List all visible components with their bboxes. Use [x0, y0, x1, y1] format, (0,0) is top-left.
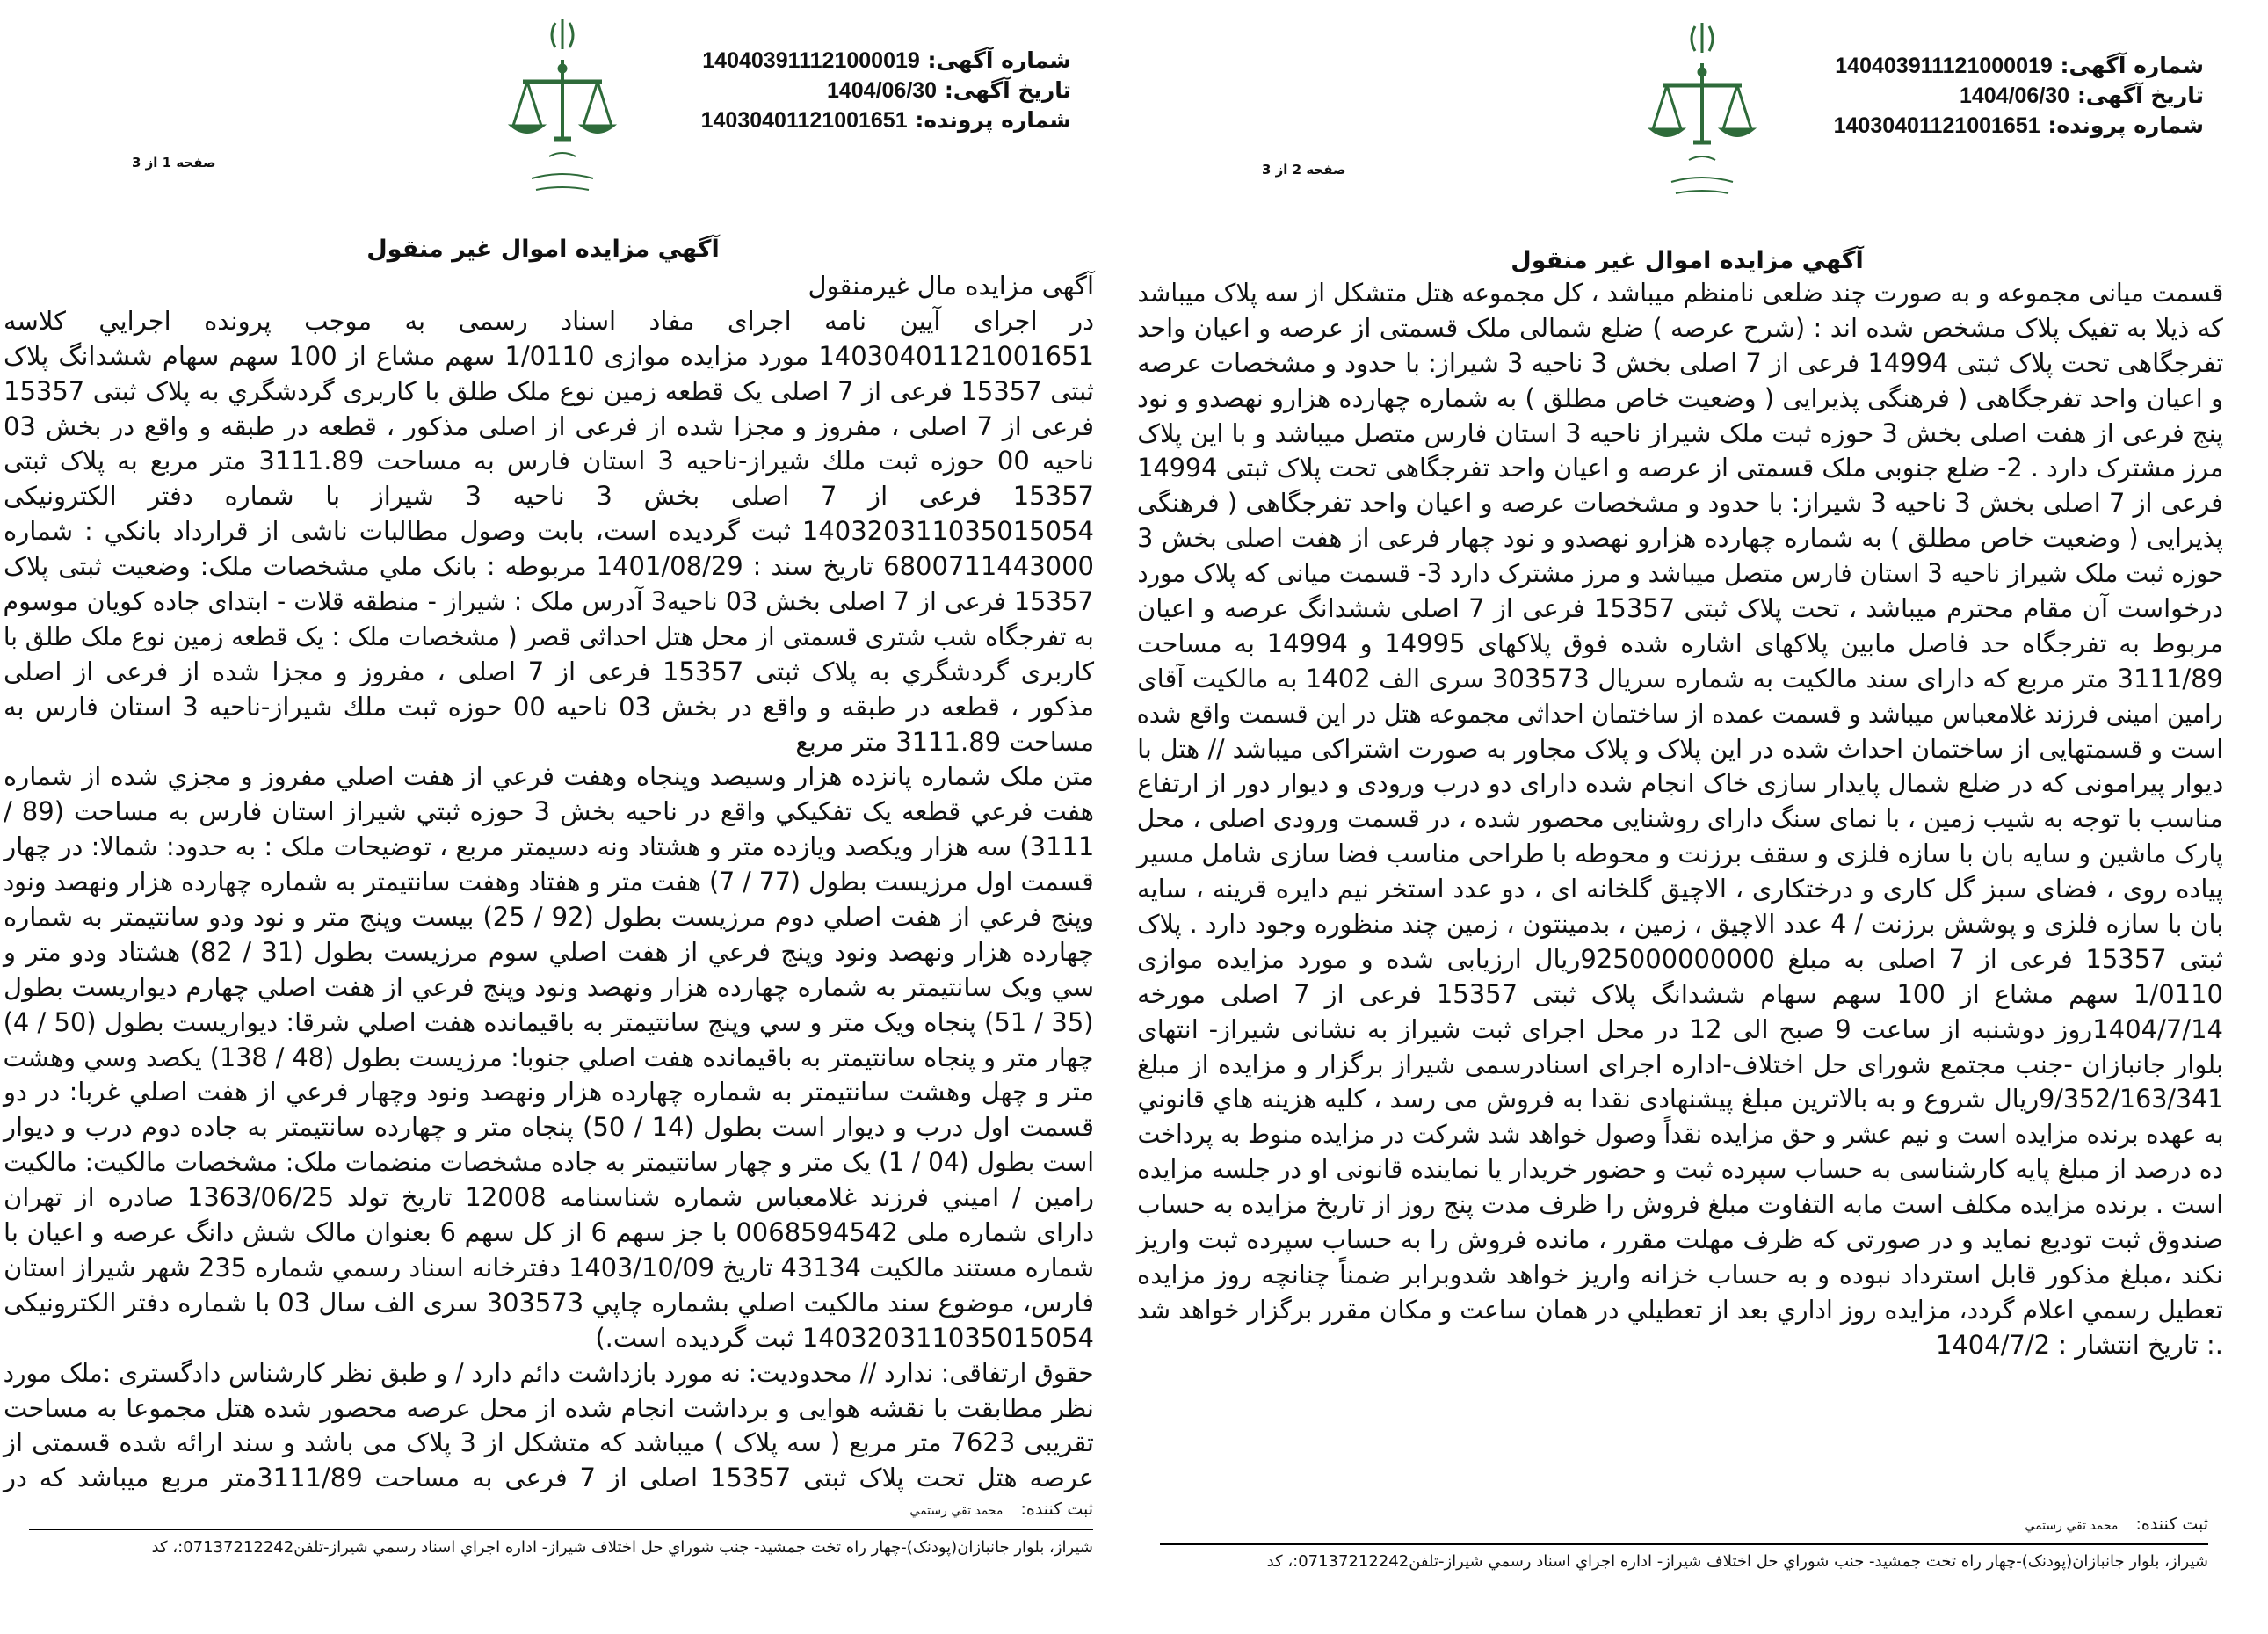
text-line [1137, 1187, 2223, 1223]
text-line [1137, 1223, 2223, 1258]
page-title: آگهي مزایده اموال غیر منقول [1511, 247, 1864, 274]
text-line-content: 14030401121001651 مورد مزایده موازی 1/0110 سهم مشاع از 100 سهم سهام ششدانگ پلاک [4, 340, 1094, 371]
ad-number [1834, 51, 2204, 81]
notice-body [4, 269, 1094, 1496]
text-line [4, 304, 1094, 339]
text-line-content: هفت فرعي قطعه یک تفکیکي واقع در ناحیه بخش 3 حوزه ثبتي شیراز استان فارس به مساحت (89 / [4, 796, 1094, 827]
text-line-content: ناحیه 00 حوزه ثبت ملك شیراز-ناحیه 3 استان فارس به مساحت 3111.89 متر مربع به پلاک ثبتی [4, 446, 1094, 476]
text-line [4, 1041, 1094, 1076]
text-line-content: متر و چهل وهشت سانتیمتر به شماره چهارده هزار ونهصد ونود وچهار فرعي از هفت اصلي غربا: در دو [4, 1077, 1094, 1107]
text-line-content: 9/352/163/341ریال شروع و به بالاترین مبلغ پیشنهادی نقدا به فروش می رسد ، کلیه هزینه هاي قانوني [1137, 1084, 2223, 1115]
text-line [4, 1075, 1094, 1110]
text-line [4, 1286, 1094, 1321]
text-line-content: رامین امینی فرزند غلامعباس میباشد و قسمت عمده از ساختمان احداثی مجموعه هتل در این قسمت واقع شده [1137, 698, 2223, 729]
footer-divider [1160, 1543, 2208, 1545]
text-line-content: نظر مطابقت با نقشه هوایی و برداشت انجام شده از محل عرصه محصور شده هتل مجموعا به مساحت [4, 1392, 1094, 1423]
text-line [4, 1216, 1094, 1251]
text-line [4, 514, 1094, 549]
text-line-content: تعطیل رسمي اعلام گردد، مزایده روز اداري بعد از تعطیلي در همان ساعت و مکان مقرر برگزار خواهد شد [1137, 1294, 2223, 1325]
text-line-content: صندوق ثبت تودیع نماید و در صورتی که ظرف مهلت مقرر ، مانده فروش را به حساب سپرده ثبت واریز [1137, 1224, 2223, 1255]
text-line-content: 140320311035015054 ثبت گردیده است.) [595, 1322, 1094, 1353]
text-line [1137, 627, 2223, 662]
text-line [4, 1180, 1094, 1216]
text-line-content: 6800711443000 تاریخ سند : 1401/08/29 مربوطه : بانک ملي مشخصات ملک: وضعیت ثبتی پلاک [4, 551, 1094, 582]
text-line-content: چهار متر و پنجاه سانتیمتر به باقیمانده هفت اصلي جنوبا: مرزیست بطول (48 / 138) یکصد وسي وهشت [4, 1042, 1095, 1072]
text-line [1137, 556, 2223, 592]
page-number: صفحه 1 از 3 [132, 155, 216, 171]
text-line [1137, 662, 2223, 697]
text-line [4, 549, 1094, 585]
text-line [1137, 977, 2223, 1013]
text-line-content: حقوق ارتفاقی: ندارد // محدودیت: نه مورد بازداشت دائم دارد / و طبق نظر کارشناس دادگستری :ملک مورد [4, 1357, 1094, 1388]
text-line-content: فارس، موضوع سند مالکیت اصلي بشماره چاپي 303573 سری الف سال 03 با شماره دفتر الکترونیکی [4, 1287, 1094, 1318]
text-line-content: دیوار پیرامونی که در ضلع شمال پایدار سازی خاک انجام شده دارای دو درب ورودی و دیوار دور از ارتفاع [1137, 768, 2223, 799]
text-line [4, 830, 1094, 865]
text-line-content: است و قسمتهایی از ساختمان احداث شده در این پلاک و پلاک مجاور به صورت اشتراکی میباشد // هتل با [1137, 733, 2223, 764]
text-line-content: 1/0110 سهم مشاع از 100 سهم سهام ششدانگ پلاک ثبتی 15357 فرعی از 7 اصلی مورخه [1137, 978, 2223, 1009]
case-number-value: 14030401121001651 [700, 108, 908, 133]
footer-divider [29, 1529, 1093, 1530]
text-line-content: 15357 فرعی از 7 اصلی بخش 3 ناحیه 3 شیراز با شماره دفتر الکترونیکی [4, 481, 1094, 512]
text-line [1137, 346, 2223, 381]
text-line-content: مساحت 3111.89 متر مربع [795, 726, 1094, 757]
text-line [4, 1006, 1094, 1041]
text-line-content: پیاده روی ، فضای سبز گل کاری و درختکاری ، الاچیق گلخانه ای ، دو عدد استخر نیم دایره قرینه ، سایه [1137, 874, 2223, 904]
ad-number-value: 140403911121000019 [702, 48, 920, 73]
text-line [1137, 311, 2223, 346]
registrar-name: محمد تقي رستمي [2025, 1519, 2119, 1533]
text-line [4, 410, 1094, 445]
text-line-content: مناسب با توجه به شیب زمین ، با نمای سنگ دارای روشنایی محصور شده ، در قسمت ورودی اصلی ، محل [1137, 803, 2223, 834]
text-line-content: عرصه هتل تحت پلاک ثبتی 15357 اصلی از 7 فرعی به مساحت 3111/89متر مربع میباشد که در [4, 1463, 1094, 1493]
ad-number [701, 46, 1071, 76]
text-line [4, 339, 1094, 374]
text-line [1137, 1152, 2223, 1187]
text-line [1137, 1082, 2223, 1117]
text-line-content: قسمت اول درب و دیوار است بطول (14 / 50) پنجاه متر و چهارده سانتیمتر به جاده دوم درب و دیوار [4, 1112, 1094, 1143]
text-line [4, 935, 1094, 970]
text-line [1137, 872, 2223, 907]
text-line-content: 15357 فرعی از 7 اصلی بخش 03 ناحیه3 آدرس ملک : شیراز - منطقه قلات - ابتدای جاده کویان موسوم [4, 586, 1094, 617]
text-line [1137, 592, 2223, 627]
text-line-content: به عهده برنده مزایده است و نیم عشر و حق مزایده نقداً وصول خواهد شد شرکت در مزایده منوط به پرداخت [1137, 1119, 2223, 1150]
text-line-content: قسمت اول مرزیست بطول (77 / 7) هفت متر و هفتاد وهفت سانتیمتر به شماره چهارده هزار ونهصد ونود [4, 867, 1094, 897]
text-line-content: مرز مشترک دارد . 2- ضلع جنوبی ملک قسمتی از عرصه و اعیان واحد تفرجگاهی تحت پلاک ثبتی 14994 [1137, 453, 2223, 483]
text-line [4, 1251, 1094, 1286]
text-line [4, 585, 1094, 620]
text-line-content: سي ویک سانتیمتر به شماره چهارده هزار ونهصد ونود وپنج فرعي از هفت اصلي چهارم دیواریست بطول [4, 971, 1094, 1002]
text-line-content: پنج فرعی از هفت اصلی بخش 3 حوزه ثبت ملک شیراز ناحیه 3 استان فارس متصل میباشد و با این پلاک [1137, 418, 2223, 448]
registrar-label: ثبت کننده: [1020, 1500, 1093, 1519]
text-line-content: تفرجگاهی تحت پلاک ثبتی 14994 فرعی از 7 اصلی بخش 3 ناحیه 3 شیراز: با حدود و مشخصات عرصه [1137, 347, 2223, 378]
text-line [4, 1461, 1094, 1496]
text-line [1137, 732, 2223, 767]
text-line [4, 690, 1094, 725]
text-line [1137, 697, 2223, 732]
text-line-content: مربوط به تفرجگاه حد فاصل مابین پلاکهای اشاره شده فوق پلاکهای 14995 و 14994 به مساحت [1137, 628, 2223, 658]
text-line [4, 620, 1094, 655]
case-number-label: شماره پرونده: [2047, 113, 2204, 138]
text-line [1137, 521, 2223, 556]
text-line-content: کاربری گردشگري به پلاک ثبتی 15357 فرعی از 7 اصلی ، مفروز و مجزا شده از فرعی از اصلی [4, 656, 1094, 686]
text-line [4, 725, 1094, 760]
ad-date-value: 1404/06/30 [826, 78, 938, 103]
registrar-label: ثبت کننده: [2135, 1514, 2208, 1534]
text-line [1137, 907, 2223, 942]
text-line [4, 1426, 1094, 1461]
ad-date-label: تاریخ آگهی: [944, 77, 1071, 103]
text-line [4, 1321, 1094, 1356]
text-line-content: تقریبی 7623 متر مربع ( سه پلاک ) میباشد که متشکل از 3 پلاک می باشد و سند ارائه شده قسمتی از [4, 1427, 1094, 1458]
text-line-content: رامین / اميني فرزند غلامعباس شماره شناسنامه 12008 تاریخ تولد 1363/06/25 صادره از تهران [3, 1182, 1094, 1213]
text-line [1137, 942, 2223, 977]
notice-body [1137, 276, 2223, 1363]
text-line [1137, 802, 2223, 837]
text-line [4, 1145, 1094, 1180]
text-line-content: پذیرایی ( وضعیت خاص مطلق ) به شماره چهارده هزارو نهصدو و نود چهار فرعی از هفت اصلی بخش 3 [1137, 523, 2223, 554]
text-line [4, 655, 1094, 690]
text-line-content: قسمت میانی مجموعه و به صورت چند ضلعی نامنظم میباشد ، کل مجموعه هتل متشکل از سه پلاک میباشد [1137, 278, 2223, 308]
text-line [4, 374, 1094, 410]
text-line-content: دارای شماره ملی 0068594542 با جز سهم 6 از کل سهم 6 بعنوان مالک شش دانگ عرصه و اعیان با [3, 1217, 1094, 1248]
text-line-content: در اجرای آیین نامه اجرای مفاد اسناد رسمی به موجب پرونده اجرايي کلاسه [4, 305, 1094, 336]
text-line [1137, 837, 2223, 872]
text-line [4, 269, 1094, 304]
text-line [1137, 486, 2223, 521]
text-line-content: .: تاریخ انتشار : 1404/7/2 [1935, 1329, 2223, 1360]
text-line-content: آگهی مزایده مال غیرمنقول [808, 271, 1094, 301]
registrar [2025, 1514, 2208, 1534]
text-line-content: فرعی از 7 اصلی بخش 3 ناحیه 3 شیراز: با حدود و مشخصات عرصه و اعیان واحد تفرجگاهی ( فرهنگی [1137, 488, 2223, 519]
text-line-content: چهارده هزار ونهصد ونود وپنج فرعي از هفت اصلي سوم مرزیست بطول (31 / 82) هشتاد ودو متر و [4, 936, 1094, 967]
text-line-content: است بطول (04 / 1) یک متر و چهار سانتیمتر به جاده مشخصات منضمات ملک: مشخصات مالکیت: مالکیت [4, 1147, 1094, 1178]
page-number: صفحه 2 از 3 [1262, 162, 1346, 178]
text-line [1137, 1258, 2223, 1293]
text-line [1137, 766, 2223, 802]
text-line-content: مذکور ، قطعه در طبقه و واقع در بخش 03 ناحیه 00 حوزه ثبت ملك شیراز-ناحیه 3 استان فارس به [4, 691, 1094, 722]
text-line-content: ثبتی 15357 فرعی از 7 اصلی یک قطعه زمین نوع ملک طلق با کاربری گردشگري به پلاک ثبتی 15357 [4, 375, 1094, 406]
text-line [1137, 417, 2223, 452]
case-number-value: 14030401121001651 [1833, 113, 2040, 138]
ad-number-value: 140403911121000019 [1835, 54, 2053, 78]
text-line-content: 3111) سه هزار ویکصد ویازده متر و هشتاد ونه دسیمتر مربع ، توضیحات ملک : به حدود: شمالا: در چهار [4, 832, 1094, 862]
text-line [4, 970, 1094, 1006]
text-line-content: درخواست آن مقام محترم میباشد ، تحت پلاک ثبتی 15357 فرعی از 7 اصلی ششدانگ عرصه و اعیان [1137, 593, 2223, 624]
text-line [4, 759, 1094, 795]
judiciary-logo-icon [501, 16, 624, 200]
text-line-content: که ذیلا به تفیک پلاک مشخص شده اند : (شرح عرصه ) ضلع شمالی ملک قسمتی از عرصه و اعیان واحد [1137, 312, 2223, 343]
text-line-content: است . برنده مزایده مکلف است مابه التفاوت مبلغ فروش را ظرف مدت پنج روز از تاریخ مزایده به حساب [1137, 1189, 2223, 1220]
text-line [4, 1356, 1094, 1391]
case-number [701, 105, 1071, 135]
case-number [1834, 111, 2204, 141]
text-line-content: (35 / 51) پنجاه ویک متر و سي وپنج سانتیمتر به باقیمانده هفت اصلي شرقا: دیواریست بطول (50 / 4) [4, 1006, 1094, 1037]
text-line [1137, 1048, 2223, 1083]
text-line-content: به تفرجگاه شب شتری قسمتی از محل هتل احداثی قصر ( مشخصات ملک : یک قطعه زمین نوع ملک طلق با [4, 621, 1094, 651]
text-line-content: حوزه ثبت ملک شیراز ناحیه 3 استان فارس متصل میباشد و مرز مشترک دارد 3- قسمت میانی که پلاک مورد [1137, 558, 2223, 589]
text-line-content: 1404/7/14روز دوشنبه از ساعت 9 صبح الی 12 در محل اجرای ثبت شیراز به نشانی شیراز- انتهای [1137, 1013, 2223, 1044]
text-line [4, 900, 1094, 935]
text-line-content: وپنج فرعي از هفت اصلي دوم مرزیست بطول (92 / 25) بیست وپنج متر و نود ودو سانتیمتر به شماره [4, 902, 1094, 933]
text-line-content: 3111/89 متر مربع که دارای سند مالکیت به شماره سریال 303573 سری الف 1402 به مالکیت آقای [1136, 663, 2223, 694]
text-line-content: بان با سازه فلزی و پوشش برزنت / 4 عدد الاچیق ، زمین ، بدمینتون ، زمین چند منظوره وجود دارد . پلاک [1137, 909, 2223, 940]
text-line [1137, 381, 2223, 417]
ad-number-label: شماره آگهی: [2060, 53, 2204, 78]
registrar [909, 1500, 1093, 1519]
text-line [1137, 1328, 2223, 1363]
notice-page-2 [1134, 0, 2268, 1634]
ad-date-value: 1404/06/30 [1959, 84, 2070, 108]
text-line-content: پارک ماشین و سایه بان با سازه فلزی و سقف برزنت و محوطه با طراحی مناسب فضا سازی شامل مسیر [1137, 839, 2223, 869]
page-title: آگهي مزایده اموال غیر منقول [366, 236, 720, 263]
text-line [1137, 1117, 2223, 1152]
text-line [4, 865, 1094, 900]
footer-address: شیراز، بلوار جانبازان(پودنک)-چهار راه تخت جمشید- جنب شوراي حل اختلاف شیراز- اداره اجراي اسناد رسمي شیراز-تلفن07137212242:، کد [151, 1538, 1093, 1557]
footer-address: شیراز، بلوار جانبازان(پودنک)-چهار راه تخت جمشید- جنب شوراي حل اختلاف شیراز- اداره اجراي اسناد رسمي شیراز-تلفن07137212242:، کد [1266, 1552, 2208, 1571]
text-line-content: شماره مستند مالکیت 43134 تاریخ 1403/10/09 دفترخانه اسناد رسمي شماره 235 شهر شیراز استان [4, 1252, 1094, 1282]
text-line [4, 795, 1094, 830]
text-line-content: ثبتی 15357 فرعی از 7 اصلی به مبلغ 925000000000ریال ارزیابی شده و مورد مزایده موازی [1136, 943, 2223, 974]
case-number-label: شماره پرونده: [915, 107, 1071, 133]
text-line-content: نکند ،مبلغ مذکور قابل استرداد نبوده و به حساب خزانه واریز خواهد شدوبرابر ضمناً چنانچه روز مزایده [1137, 1259, 2223, 1289]
text-line-content: 140320311035015054 ثبت گردیده است، بابت وصول مطالبات ناشی از قرارداد بانکي : شماره [4, 516, 1094, 547]
text-line [4, 1391, 1094, 1427]
text-line-content: متن ملک شماره پانزده هزار وسیصد وپنجاه وهفت فرعي از هفت اصلي مفروز و مجزي شده از شماره [4, 761, 1094, 792]
notice-header [1834, 51, 2204, 141]
text-line [1137, 451, 2223, 486]
text-line-content: ده درصد از مبلغ پایه کارشناسی به حساب سپرده ثبت و حضور خریدار یا نماینده قانونی او در جلسه مزایده [1137, 1154, 2223, 1185]
ad-date [1834, 81, 2204, 111]
ad-number-label: شماره آگهی: [927, 47, 1071, 73]
text-line [1137, 276, 2223, 311]
registrar-name: محمد تقي رستمي [909, 1504, 1004, 1518]
text-line-content: فرعی از 7 اصلی ، مفروز و مجزا شده از فرعی از اصلی مذکور ، قطعه در طبقه و واقع در بخش 03 [3, 410, 1094, 441]
text-line [1137, 1293, 2223, 1328]
text-line [1137, 1013, 2223, 1048]
judiciary-logo-icon [1641, 19, 1764, 204]
notice-header [701, 46, 1071, 135]
text-line [4, 479, 1094, 514]
ad-date [701, 76, 1071, 105]
text-line [4, 1110, 1094, 1145]
text-line-content: و اعیان واحد تفرجگاهی ( فرهنگی پذیرایی ( وضعیت خاص مطلق ) به شماره چهارده هزارو نهصدو و نود [1137, 382, 2223, 413]
text-line [4, 444, 1094, 479]
ad-date-label: تاریخ آگهی: [2076, 83, 2204, 108]
text-line-content: بلوار جانبازان -جنب مجتمع شورای حل اختلاف-اداره اجرای اسنادرسمی شیراز برگزار و مزایده از مبلغ [1137, 1049, 2223, 1079]
